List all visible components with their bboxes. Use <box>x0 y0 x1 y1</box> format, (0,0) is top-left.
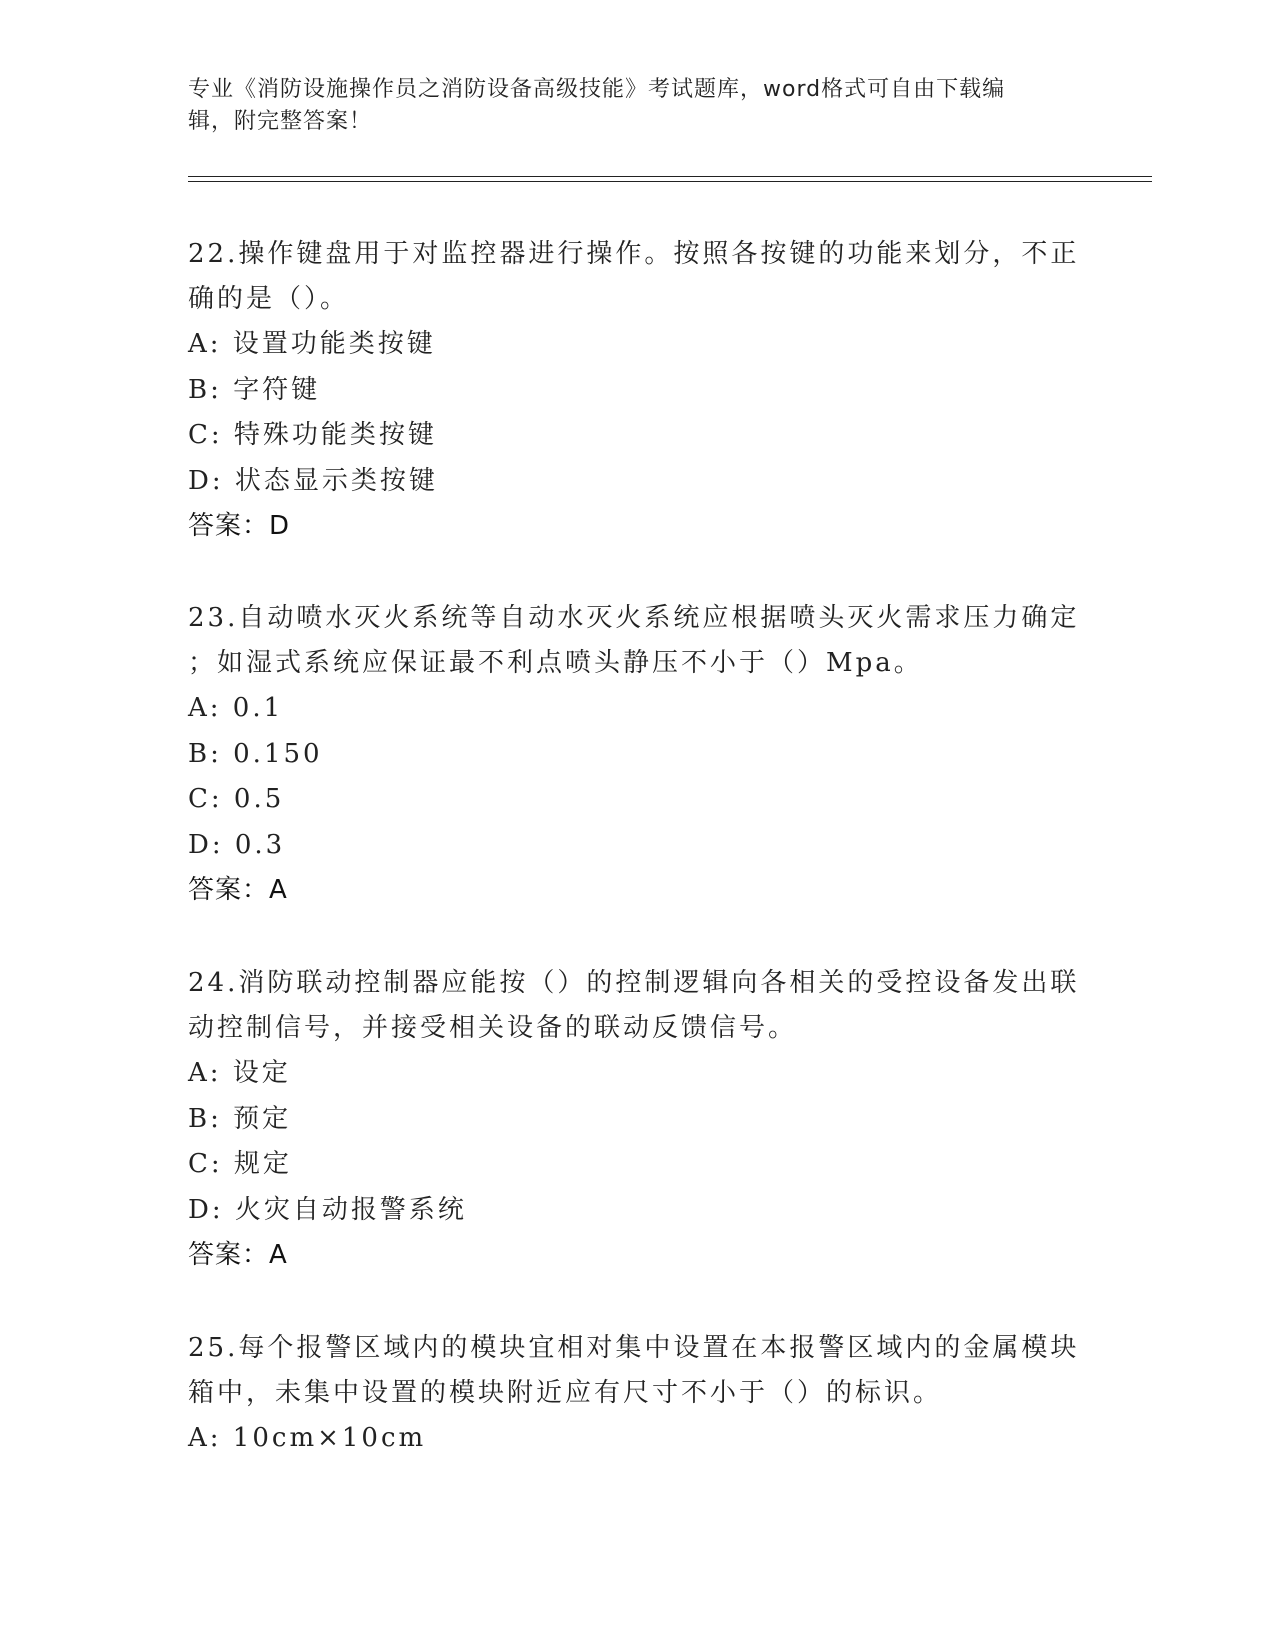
option-a: A: 设置功能类按键 <box>188 329 436 359</box>
question-24 <box>188 961 1088 1278</box>
option-d: D: 火灾自动报警系统 <box>188 1194 467 1225</box>
option-a: A: 0.1 <box>188 693 284 723</box>
question-stem-line: 24.消防联动控制器应能按（）的控制逻辑向各相关的受控设备发出联 <box>188 968 1080 998</box>
question-25 <box>188 1326 1088 1462</box>
question-stem-line: ；如湿式系统应保证最不利点喷头静压不小于（）Mpa。 <box>188 648 923 678</box>
document-header <box>188 74 1068 138</box>
question-22 <box>188 232 1088 549</box>
option-c: C: 特殊功能类按键 <box>188 420 437 450</box>
option-d: D: 状态显示类按键 <box>188 465 438 496</box>
option-a: A: 10cm×10cm <box>188 1423 427 1453</box>
answer-label: 答案：A <box>188 875 288 905</box>
question-23 <box>188 596 1088 913</box>
question-stem-line: 动控制信号，并接受相关设备的联动反馈信号。 <box>188 1013 798 1043</box>
header-divider-bottom <box>188 181 1152 182</box>
answer-label: 答案：A <box>188 1240 288 1270</box>
header-divider-top <box>188 176 1152 177</box>
option-b: B: 预定 <box>188 1103 292 1134</box>
option-b: B: 0.150 <box>188 738 323 769</box>
question-stem-line: 25.每个报警区域内的模块宜相对集中设置在本报警区域内的金属模块 <box>188 1333 1080 1363</box>
question-stem-line: 22.操作键盘用于对监控器进行操作。按照各按键的功能来划分，不正 <box>188 239 1080 269</box>
answer-label: 答案：D <box>188 511 291 541</box>
option-a: A: 设定 <box>188 1058 291 1088</box>
header-line-2: 辑，附完整答案！ <box>188 109 373 134</box>
option-b: B: 字符键 <box>188 374 321 405</box>
question-stem-line: 确的是（）。 <box>188 284 350 314</box>
option-c: C: 规定 <box>188 1149 292 1179</box>
option-c: C: 0.5 <box>188 784 285 814</box>
question-stem-line: 23.自动喷水灭火系统等自动水灭火系统应根据喷头灭火需求压力确定 <box>188 603 1080 633</box>
option-d: D: 0.3 <box>188 829 286 860</box>
question-stem-line: 箱中，未集中设置的模块附近应有尺寸不小于（）的标识。 <box>188 1378 943 1408</box>
header-line-1: 专业《消防设施操作员之消防设备高级技能》考试题库，word格式可自由下载编 <box>188 77 1006 102</box>
